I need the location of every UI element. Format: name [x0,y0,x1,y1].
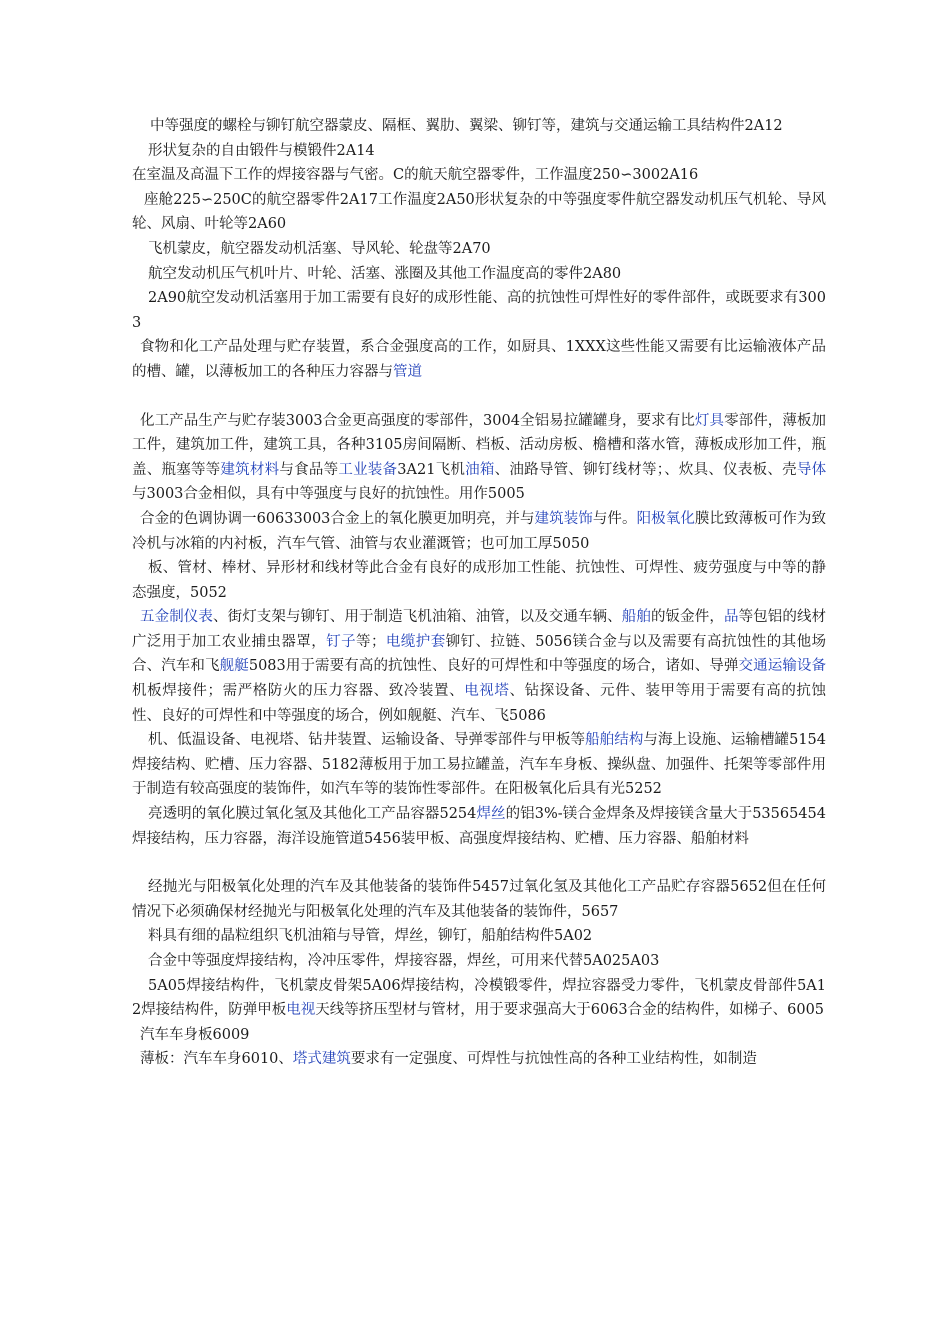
paragraph-text: 零部件，薄板加工件，建筑加工件，建筑工具，各种3105房间隔断、档板、活动房板、檐槽和落水管，薄板成形加工件，瓶盖、瓶塞等等 [132,412,827,478]
document-body [132,114,826,1072]
paragraph [132,949,826,974]
inline-link[interactable]: 灯具 [694,412,725,429]
paragraph-text: 、油路导管、铆钉线材等；、炊具、仪表板、壳 [494,461,797,478]
inline-link[interactable]: 交通运输设备 [738,658,827,675]
paragraph-text: 食物和化工产品处理与贮存装置，系合金强度高的工作，如厨具、1XXX这些性能又需要有比运输液体产品的槽、罐，以薄板加工的各种压力容器与 [132,339,826,380]
inline-link[interactable]: 建筑装饰 [534,510,593,527]
inline-link[interactable]: 舰艇 [219,658,249,675]
paragraph [132,556,826,605]
inline-link[interactable]: 焊丝 [476,806,506,823]
paragraph-text: 的钣金件， [650,609,724,626]
paragraph [132,605,826,728]
paragraph [132,1023,826,1048]
paragraph-text: 与海上设施、运输槽罐5154焊接结构、贮槽、压力容器、5182薄板用于加工易拉罐盖，汽车车身板、操纵盘、加强件、托架等零部件用于制造有较高强度的装饰件，如汽车等的装饰性零部件。在阳极氧化后具有光5252 [132,732,826,798]
inline-link[interactable]: 钉子 [326,633,357,650]
inline-link[interactable]: 船舶结构 [585,732,644,749]
paragraph-text: 与件。 [592,510,637,527]
paragraph-text: 板、管材、棒材、异形材和线材等此合金有良好的成形加工性能、抗蚀性、可焊性、疲劳强度与中等的静态强度，5052 [132,560,826,601]
paragraph-text: 与3003合金相似，具有中等强度与良好的抗蚀性。用作5005 [132,486,525,503]
paragraph-text: 机、低温设备、电视塔、钻井装置、运输设备、导弹零部件与甲板等 [148,732,586,749]
inline-link[interactable]: 电视 [286,1002,316,1019]
paragraph [132,237,826,262]
paragraph-text: 形状复杂的自由锻件与模锻件2A14 [148,142,375,159]
paragraph-text: 与食品等 [279,461,339,478]
paragraph-text: 、街灯支架与铆钉、用于制造飞机油箱、油管，以及交通车辆、 [213,609,622,626]
paragraph-text: 等； [356,633,386,650]
paragraph [132,1047,826,1072]
paragraph [132,262,826,287]
inline-link[interactable]: 导体 [796,461,827,478]
paragraph-text: 铆钉、拉链、5056镁合金与以及需要有高抗蚀性的其他场合、汽车和飞 [132,633,827,675]
paragraph [132,114,826,139]
paragraph [132,163,826,188]
inline-link[interactable]: 五金制仪表 [140,609,213,626]
paragraph-text: 飞机蒙皮，航空器发动机活塞、导风轮、轮盘等2A70 [148,240,491,257]
paragraph [132,875,826,924]
paragraph-text: 5083用于需要有高的抗蚀性、良好的可焊性和中等强度的场合，诸如、导弹 [248,658,739,675]
paragraph [132,139,826,164]
paragraph-text: 亮透明的氧化膜过氧化氢及其他化工产品容器5254 [148,806,477,823]
paragraph-text: 在室温及高温下工作的焊接容器与气密。C的航天航空器零件，工作温度250∽3002A16 [132,167,699,184]
paragraph [132,409,826,507]
inline-link[interactable]: 品 [723,609,739,626]
paragraph-text: 、钻探设备、元件、装甲等用于需要有高的抗蚀性、良好的可焊性和中等强度的场合，例如舰艇、汽车、飞5086 [132,683,827,724]
paragraph-text: 合金中等强度焊接结构，冷冲压零件，焊接容器，焊丝，可用来代替5A025A03 [148,953,660,969]
paragraph [132,335,826,384]
inline-link[interactable]: 油箱 [465,461,495,478]
paragraph [132,924,826,949]
paragraph [132,728,826,802]
paragraph-text: 汽车车身板6009 [140,1026,250,1043]
paragraph [132,507,826,556]
paragraph [132,188,826,237]
paragraph-text: 等包铝的线材广泛用于加工农业捕虫器罩， [132,609,827,650]
paragraph-text: 2A90航空发动机活塞用于加工需要有良好的成形性能、高的抗蚀性可焊性好的零件部件，或既要求有3003 [132,290,826,331]
paragraph-text: 料具有细的晶粒组织飞机油箱与导管，焊丝，铆钉，船舶结构件5A02 [148,928,593,945]
inline-link[interactable]: 船舶 [621,609,651,626]
inline-link[interactable]: 电缆护套 [385,633,446,650]
inline-link[interactable]: 工业装备 [338,461,398,478]
inline-link[interactable]: 塔式建筑 [292,1051,351,1068]
paragraph [132,974,826,1023]
inline-link[interactable]: 阳极氧化 [636,510,695,527]
paragraph-text: 航空发动机压气机叶片、叶轮、活塞、涨圈及其他工作温度高的零件2A80 [148,265,622,282]
paragraph-gap [132,851,826,875]
paragraph-text: 薄板：汽车车身6010、 [140,1051,293,1068]
inline-link[interactable]: 建筑材料 [220,461,280,478]
paragraph-gap [132,385,826,409]
paragraph-text: 膜比致薄板可作为致冷机与冰箱的内衬板，汽车气管、油管与农业灌溉管；也可加工厚5050 [132,510,827,552]
paragraph-text: 的铝3%-镁合金焊条及焊接镁含量大于53565454焊接结构，压力容器，海洋设施管道5456装甲板、高强度焊接结构、贮槽、压力容器、船舶材料 [132,806,826,847]
paragraph-text: 机板焊接件；需严格防火的压力容器、致冷装置、 [132,683,465,700]
paragraph-text: 天线等挤压型材与管材，用于要求强高大于6063合金的结构件，如梯子、6005 [315,1002,825,1019]
paragraph-text: 3A21飞机 [397,461,466,478]
paragraph-text: 要求有一定强度、可焊性与抗蚀性高的各种工业结构性，如制造 [350,1051,757,1068]
paragraph-text: 经抛光与阳极氧化处理的汽车及其他装备的装饰件5457过氧化氢及其他化工产品贮存容器5652但在任何情况下必须确保材经抛光与阳极氧化处理的汽车及其他装备的装饰件，5657 [132,879,826,920]
paragraph [132,802,826,851]
paragraph-text: 中等强度的螺栓与铆钉航空器蒙皮、隔框、翼肋、翼梁、铆钉等，建筑与交通运输工具结构件2A12 [150,118,783,134]
inline-link[interactable]: 管道 [393,363,422,380]
paragraph [132,286,826,335]
paragraph-text: 化工产品生产与贮存装3003合金更高强度的零部件，3004全铝易拉罐罐身，要求有比 [140,412,695,429]
inline-link[interactable]: 电视塔 [464,683,510,700]
paragraph-text: 合金的色调协调一60633003合金上的氧化膜更加明亮，并与 [140,510,535,527]
paragraph-text: 座舱225∽250C的航空器零件2A17工作温度2A50形状复杂的中等强度零件航空器发动机压气机轮、导风轮、风扇、叶轮等2A60 [132,191,826,233]
paragraph-text: 5A05焊接结构件，飞机蒙皮骨架5A06焊接结构，冷模锻零件，焊拉容器受力零件，飞机蒙皮骨部件5A12焊接结构件，防弹甲板 [132,977,826,1019]
